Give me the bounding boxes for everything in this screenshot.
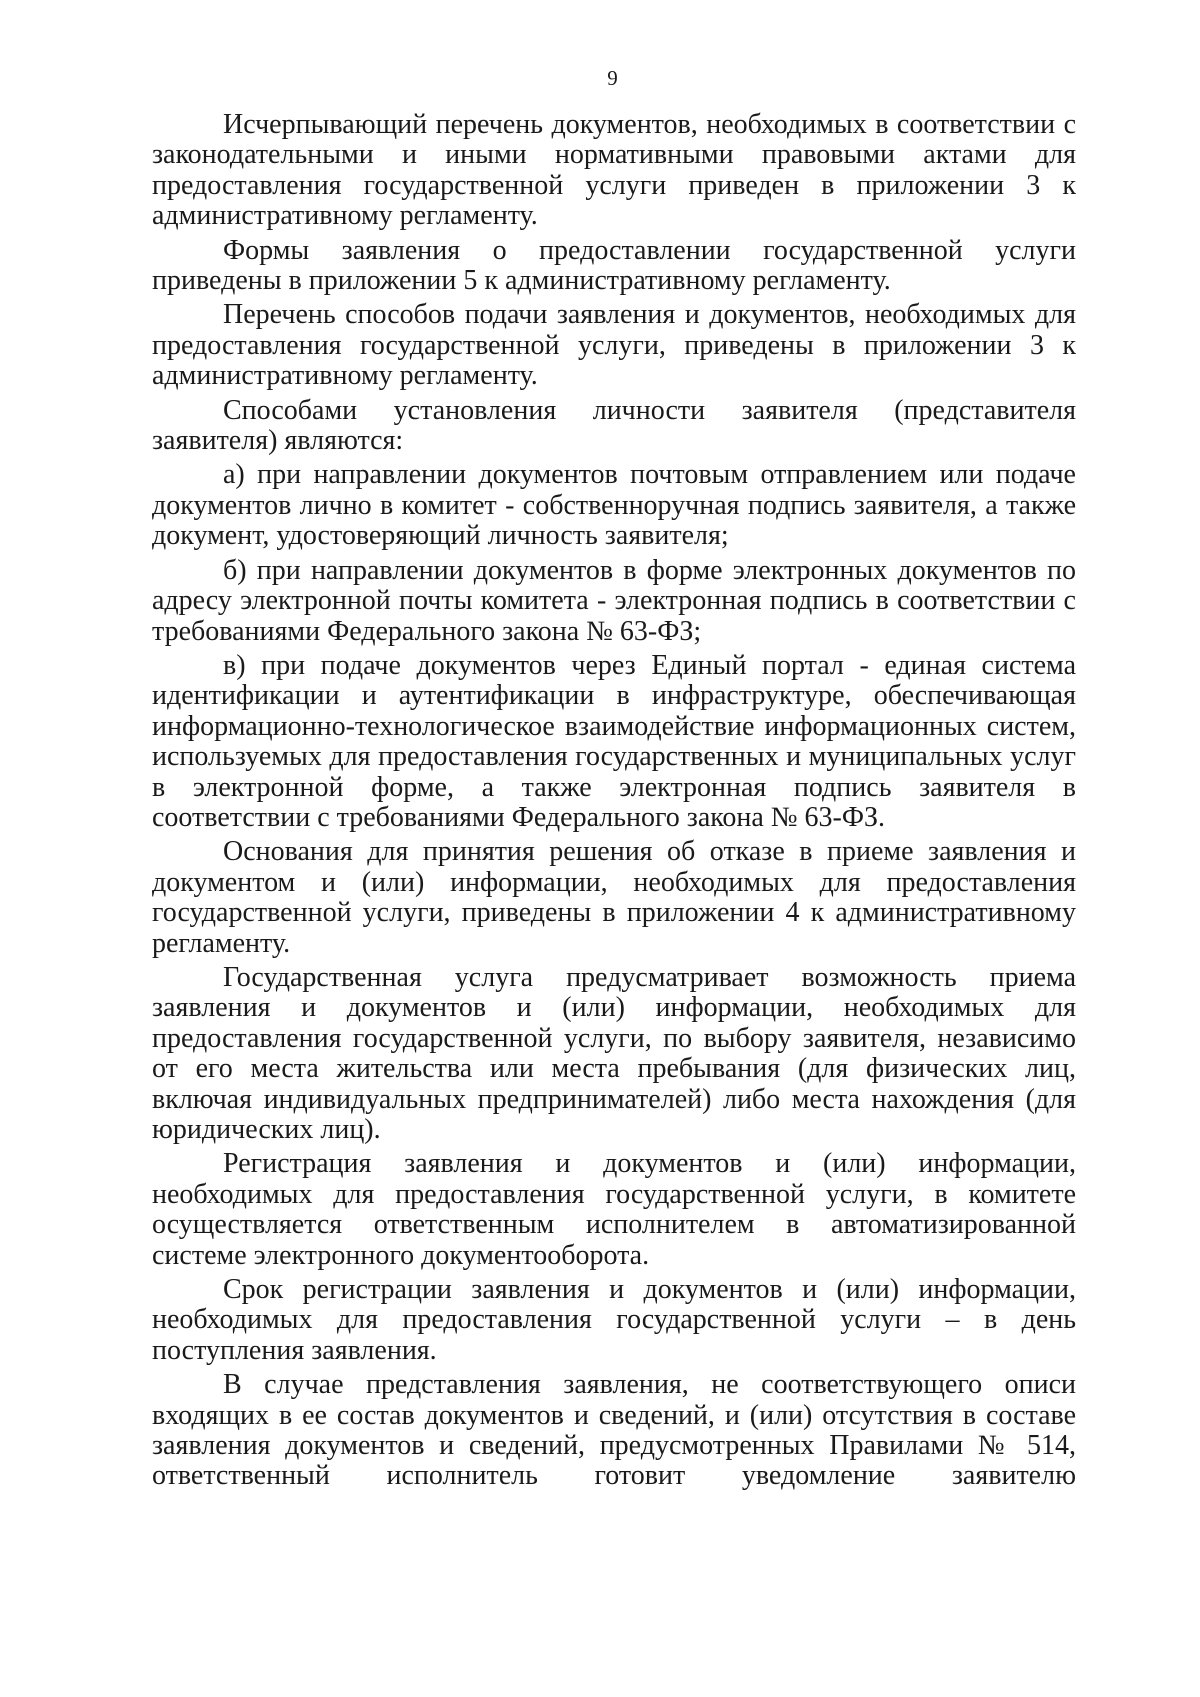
paragraph-refusal-grounds: Основания для принятия решения об отказе в приеме заявления и документом и (или) информации, необходимых для предоставления государственной услуги, приведены в приложении 4 к административному регламенту. bbox=[152, 836, 1076, 959]
paragraph-item-a: а) при направлении документов почтовым отправлением или подаче документов лично в комитет - собственноручная подпись заявителя, а также документ, удостоверяющий личность заявителя; bbox=[152, 459, 1076, 552]
paragraph-registration: Регистрация заявления и документов и (или) информации, необходимых для предоставления государственной услуги, в комитете осуществляется ответственным исполнителем в автоматизированной системе электронного документооборота. bbox=[152, 1148, 1076, 1271]
paragraph-identity-methods: Способами установления личности заявителя (представителя заявителя) являются: bbox=[152, 394, 1076, 457]
paragraph-item-c: в) при подаче документов через Единый портал - единая система идентификации и аутентификации в инфраструктуре, обеспечивающая информационно-технологическое взаимодействие информационных систем, используемых для предоставления государственных и муниципальных услуг в электронной форме, а также электронная подпись заявителя в соответствии с требованиями Федерального закона № 63-ФЗ. bbox=[152, 649, 1076, 833]
paragraph-service-availability: Государственная услуга предусматривает возможность приема заявления и документов и (или) информации, необходимых для предоставления государственной услуги, по выбору заявителя, независимо от его места жительства или места пребывания (для физических лиц, включая индивидуальных предпринимателей) либо места нахождения (для юридических лиц). bbox=[152, 961, 1076, 1145]
paragraph-submission-methods: Перечень способов подачи заявления и документов, необходимых для предоставления государственной услуги, приведены в приложении 3 к административному регламенту. bbox=[152, 299, 1076, 392]
paragraph-registration-term: Срок регистрации заявления и документов и (или) информации, необходимых для предоставления государственной услуги – в день поступления заявления. bbox=[152, 1274, 1076, 1366]
paragraph-item-b: б) при направлении документов в форме электронных документов по адресу электронной почты комитета - электронная подпись в соответствии с требованиями Федерального закона № 63-ФЗ; bbox=[152, 554, 1076, 647]
paragraph-application-forms: Формы заявления о предоставлении государственной услуги приведены в приложении 5 к административному регламенту. bbox=[152, 234, 1076, 297]
document-body bbox=[152, 110, 1076, 1496]
page-number: 9 bbox=[607, 66, 618, 90]
paragraph-inventory-mismatch: В случае представления заявления, не соответствующего описи входящих в ее состав документов и сведений, и (или) отсутствия в составе заявления документов и сведений, предусмотренных Правилами № 514, ответственный исполнитель готовит уведомление заявителю bbox=[152, 1369, 1076, 1492]
paragraph-exhaustive-list: Исчерпывающий перечень документов, необходимых в соответствии с законодательными и иными нормативными правовыми актами для предоставления государственной услуги приведен в приложении 3 к административному регламенту. bbox=[152, 109, 1076, 232]
